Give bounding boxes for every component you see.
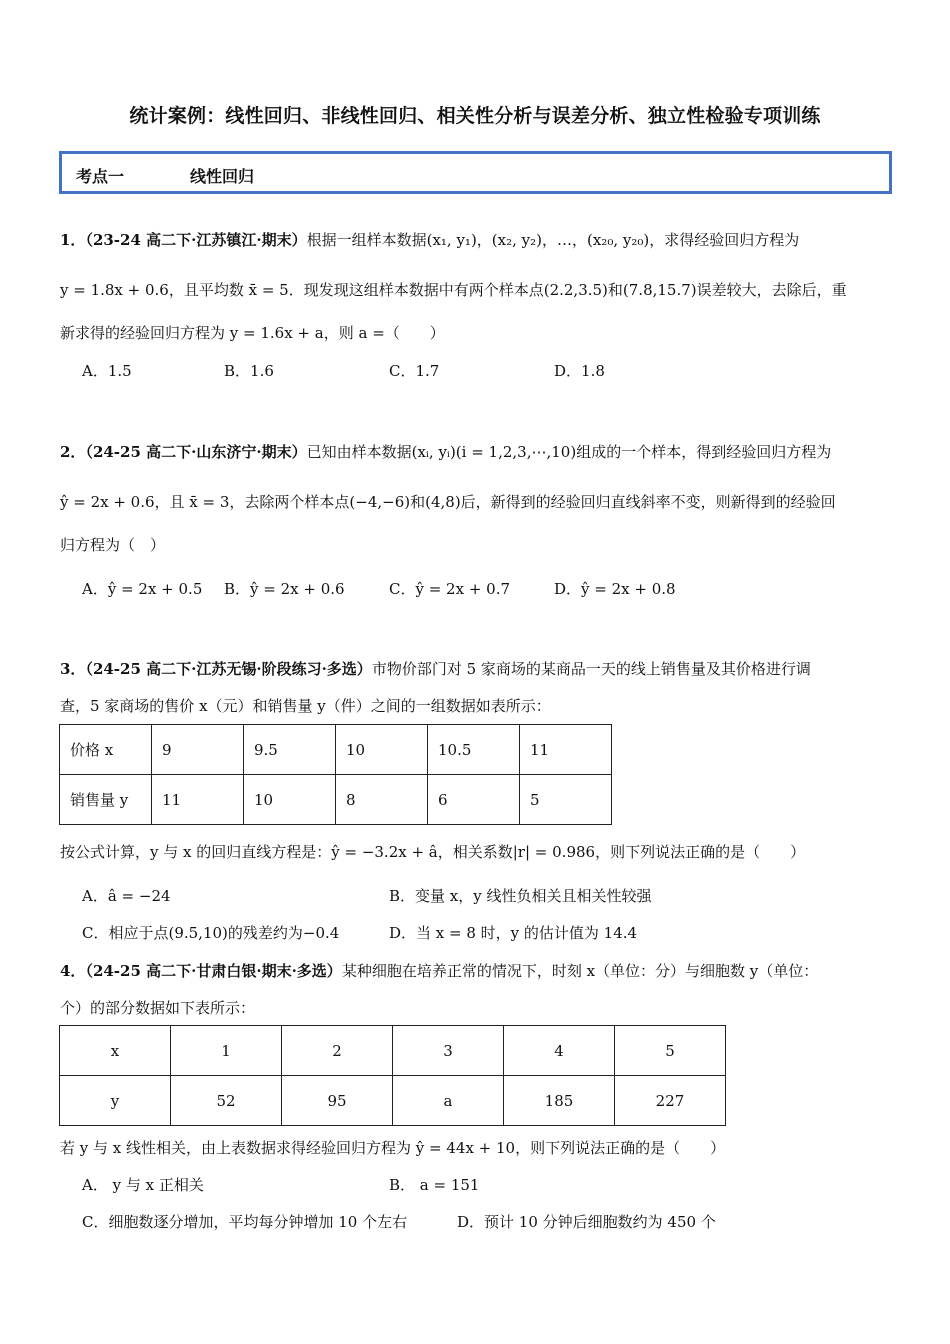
q3-line3: 按公式计算，y 与 x 的回归直线方程是：ŷ = −3.2x + â，相关系数|r| = 0.986，则下列说法正确的是（ ） (60, 843, 806, 861)
q4-source: （24-25 高二下·甘肃白银·期末·多选） (85, 962, 342, 980)
table-cell: 10 (244, 775, 336, 825)
table-cell: 8 (336, 775, 428, 825)
q4-line1 (60, 960, 818, 981)
table-cell: 价格 x (60, 725, 152, 775)
table-cell: 9 (152, 725, 244, 775)
table-cell: a (393, 1076, 504, 1126)
page-title: 统计案例：线性回归、非线性回归、相关性分析与误差分析、独立性检验专项训练 (129, 105, 821, 127)
q1-line3: 新求得的经验回归方程为 y = 1.6x + a，则 a =（ ） (60, 324, 445, 342)
q2-number: 2． (60, 443, 86, 461)
table-cell: 4 (504, 1026, 615, 1076)
q4-text-1: 某种细胞在培养正常的情况下，时刻 x（单位：分）与细胞数 y（单位： (341, 962, 819, 980)
q3-number: 3． (60, 660, 86, 678)
q3-line2: 查，5 家商场的售价 x（元）和销售量 y（件）之间的一组数据如表所示： (60, 697, 551, 715)
q4-option-a: A． y 与 x 正相关 (82, 1176, 204, 1194)
q2-line2: ŷ = 2x + 0.6，且 x̄ = 3，去除两个样本点(−4,−6)和(4,8)后，新得到的经验回归直线斜率不变，则新得到的经验回 (60, 493, 836, 511)
q1-option-b: B．1.6 (224, 362, 274, 380)
q3-option-d: D．当 x = 8 时，y 的估计值为 14.4 (389, 924, 638, 942)
table-cell: 11 (520, 725, 612, 775)
q2-source: （24-25 高二下·山东济宁·期末） (85, 443, 307, 461)
q1-line2: y = 1.8x + 0.6，且平均数 x̄ = 5．现发现这组样本数据中有两个样本点(2.2,3.5)和(7.8,15.7)误差较大，去除后，重 (60, 281, 847, 299)
table-cell: 6 (428, 775, 520, 825)
q4-option-d: D．预计 10 分钟后细胞数约为 450 个 (457, 1213, 716, 1231)
table-cell: 5 (520, 775, 612, 825)
q1-source: （23-24 高二下·江苏镇江·期末） (85, 231, 307, 249)
q2-line1 (60, 441, 831, 462)
q1-option-c: C．1.7 (389, 362, 440, 380)
section-name: 线性回归 (190, 167, 255, 186)
table-cell: 227 (615, 1076, 726, 1126)
q4-number: 4． (60, 962, 86, 980)
q2-line3: 归方程为（ ） (60, 536, 166, 554)
q3-option-c: C．相应于点(9.5,10)的残差约为−0.4 (82, 924, 340, 942)
table-cell: 11 (152, 775, 244, 825)
table-row (60, 775, 612, 825)
q1-option-a: A．1.5 (82, 362, 132, 380)
table-cell: 10.5 (428, 725, 520, 775)
q4-line2: 个）的部分数据如下表所示： (60, 999, 256, 1017)
q3-option-b: B．变量 x，y 线性负相关且相关性较强 (389, 887, 652, 905)
table-cell: 1 (171, 1026, 282, 1076)
q4-line3: 若 y 与 x 线性相关，由上表数据求得经验回归方程为 ŷ = 44x + 10，则下列说法正确的是（ ） (60, 1139, 726, 1157)
q3-text-1: 市物价部门对 5 家商场的某商品一天的线上销售量及其价格进行调 (371, 660, 811, 678)
q1-option-d: D．1.8 (554, 362, 605, 380)
q4-option-c: C．细胞数逐分增加，平均每分钟增加 10 个左右 (82, 1213, 408, 1231)
table-cell: 3 (393, 1026, 504, 1076)
q4-option-b: B． a = 151 (389, 1176, 480, 1194)
q2-option-b: B．ŷ = 2x + 0.6 (224, 580, 345, 598)
q1-line1 (60, 229, 799, 250)
table-cell: 10 (336, 725, 428, 775)
table-row (60, 1026, 726, 1076)
q2-option-a: A．ŷ = 2x + 0.5 (82, 580, 203, 598)
table-cell: 95 (282, 1076, 393, 1126)
table-cell: 52 (171, 1076, 282, 1126)
table-cell: 185 (504, 1076, 615, 1126)
q3-line1 (60, 658, 811, 679)
table-cell: y (60, 1076, 171, 1126)
q4-data-table (59, 1025, 726, 1126)
q1-number: 1． (60, 231, 86, 249)
table-cell: x (60, 1026, 171, 1076)
q3-data-table (59, 724, 612, 825)
q3-source: （24-25 高二下·江苏无锡·阶段练习·多选） (85, 660, 372, 678)
q2-option-d: D．ŷ = 2x + 0.8 (554, 580, 676, 598)
section-number: 考点一 (76, 167, 125, 186)
q2-text-1: 已知由样本数据(xᵢ, yᵢ)(i = 1,2,3,⋯,10)组成的一个样本，得到经验回归方程为 (306, 443, 832, 461)
table-cell: 9.5 (244, 725, 336, 775)
table-cell: 2 (282, 1026, 393, 1076)
section-header (59, 151, 892, 194)
q2-option-c: C．ŷ = 2x + 0.7 (389, 580, 511, 598)
table-row (60, 725, 612, 775)
q3-option-a: A．â = −24 (82, 887, 171, 905)
q1-text-1: 根据一组样本数据(x₁, y₁)，(x₂, y₂)，…，(x₂₀, y₂₀)，求得经验回归方程为 (306, 231, 800, 249)
table-cell: 销售量 y (60, 775, 152, 825)
table-row (60, 1076, 726, 1126)
table-cell: 5 (615, 1026, 726, 1076)
